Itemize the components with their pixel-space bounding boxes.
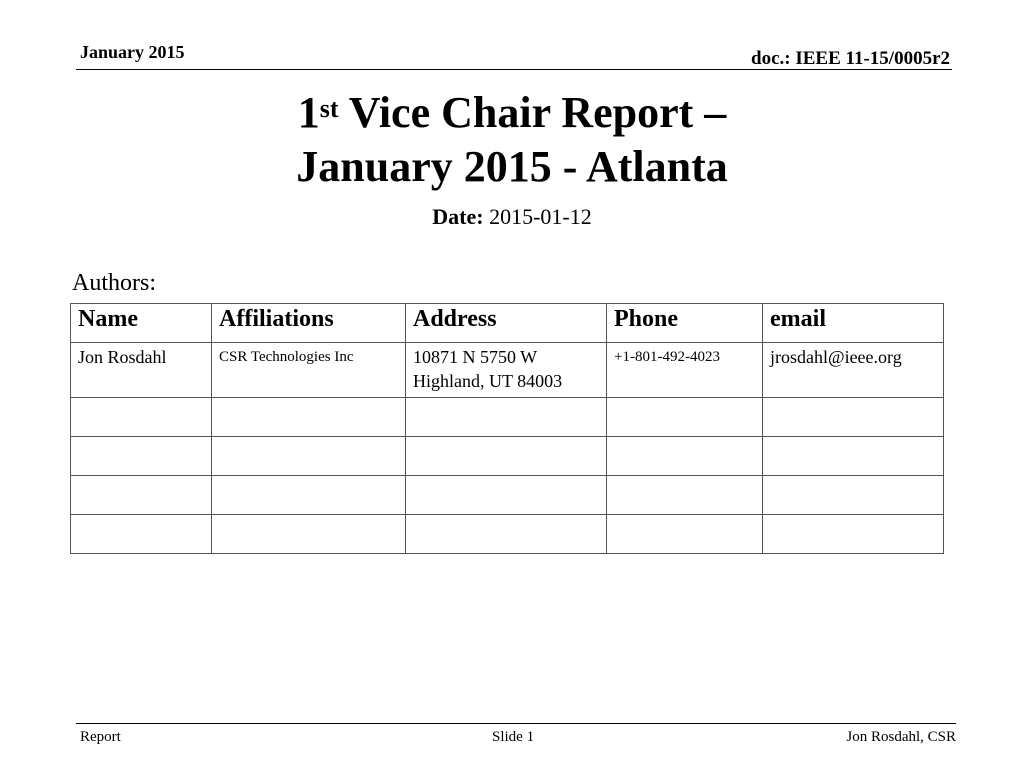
- column-header-email: email: [763, 304, 944, 343]
- footer-divider: [76, 723, 956, 724]
- author-address-line-2: Highland, UT 84003: [413, 371, 563, 391]
- column-header-name: Name: [71, 304, 212, 343]
- table-row-empty: [71, 437, 944, 476]
- author-email: jrosdahl@ieee.org: [763, 343, 944, 398]
- author-phone: +1-801-492-4023: [607, 343, 763, 398]
- header-divider: [76, 69, 952, 70]
- footer-author: Jon Rosdahl, CSR: [846, 729, 956, 745]
- author-address-line-1: 10871 N 5750 W: [413, 347, 538, 367]
- table-row: [71, 343, 944, 398]
- table-row-empty: [71, 398, 944, 437]
- table-row-empty: [71, 515, 944, 554]
- title-line-1: [0, 86, 1024, 140]
- authors-table: [70, 303, 944, 554]
- title-ordinal-number: 1: [297, 88, 320, 137]
- header-date: January 2015: [80, 42, 185, 62]
- date-label: Date:: [432, 204, 484, 229]
- slide-title: [0, 86, 1024, 194]
- author-address: [406, 343, 607, 398]
- author-affiliation: CSR Technologies Inc: [212, 343, 406, 398]
- footer-slide-number: Slide 1: [492, 729, 535, 745]
- title-ordinal-suffix: st: [319, 94, 339, 123]
- date-line: [0, 204, 1024, 230]
- author-name: Jon Rosdahl: [71, 343, 212, 398]
- title-line-1-text: Vice Chair Report –: [338, 88, 727, 137]
- column-header-phone: Phone: [607, 304, 763, 343]
- table-row-empty: [71, 476, 944, 515]
- table-header-row: [71, 304, 944, 343]
- column-header-address: Address: [406, 304, 607, 343]
- column-header-affiliations: Affiliations: [212, 304, 406, 343]
- header-doc-id: doc.: IEEE 11-15/0005r2: [751, 48, 950, 69]
- footer-left: Report: [80, 729, 121, 745]
- date-value: 2015-01-12: [489, 204, 592, 229]
- title-line-2: January 2015 - Atlanta: [296, 142, 728, 191]
- authors-label: Authors:: [72, 270, 156, 296]
